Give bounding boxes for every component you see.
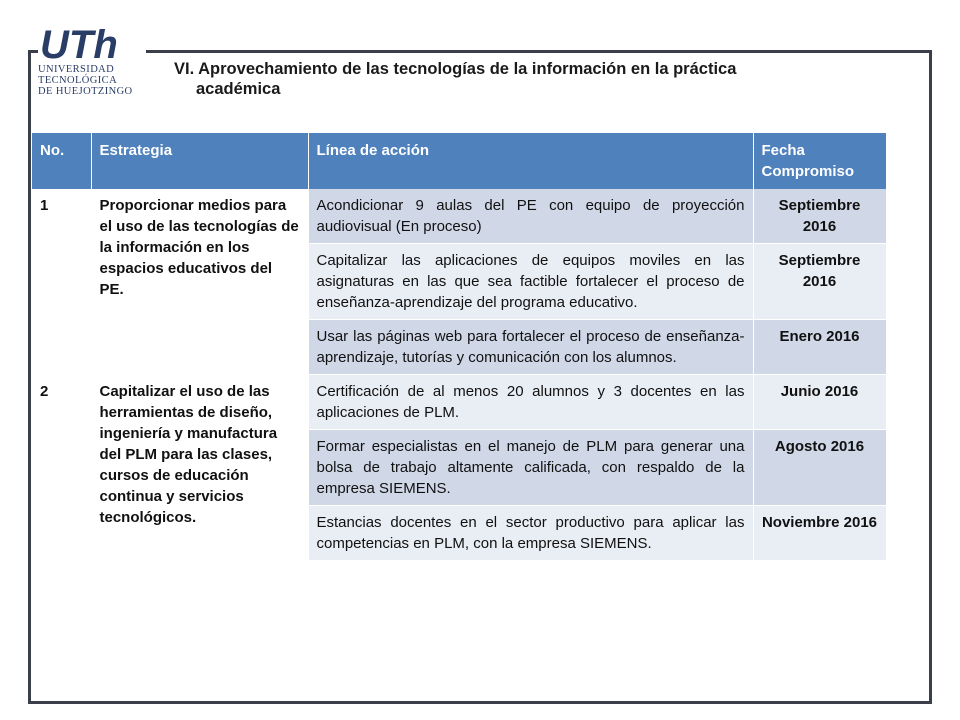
title-line-1: VI. Aprovechamiento de las tecnologías de la información en la práctica [174,60,737,78]
university-logo [38,22,146,104]
header-action: Línea de acción [308,133,753,189]
date-cell: Septiembre 2016 [753,244,886,320]
header-no: No. [32,133,91,189]
date-cell: Junio 2016 [753,375,886,430]
row-number: 1 [32,189,91,375]
action-cell: Formar especialistas en el manejo de PLM para generar una bolsa de trabajo altamente calificada, con respaldo de la empresa SIEMENS. [308,430,753,506]
logo-line-2: TECNOLÓGICA [38,75,118,86]
table-header-row [32,133,886,189]
table-row [32,375,886,430]
uth-logo-mark [38,22,138,64]
date-cell: Agosto 2016 [753,430,886,506]
logo-mark-text: UTh [40,23,118,64]
strategy-cell: Proporcionar medios para el uso de las tecnologías de la información en los espacios educativos del PE. [91,189,308,375]
date-cell: Septiembre 2016 [753,189,886,244]
header-strategy: Estrategia [91,133,308,189]
action-cell: Estancias docentes en el sector productivo para aplicar las competencias en PLM, con la empresa SIEMENS. [308,506,753,561]
action-cell: Certificación de al menos 20 alumnos y 3 docentes en las aplicaciones de PLM. [308,375,753,430]
date-cell: Noviembre 2016 [753,506,886,561]
logo-line-3: DE HUEJOTZINGO [38,86,133,97]
action-cell: Acondicionar 9 aulas del PE con equipo de proyección audiovisual (En proceso) [308,189,753,244]
title-line-2: académica [196,80,281,98]
action-cell: Capitalizar las aplicaciones de equipos moviles en las asignaturas en las que sea factible fortalecer el proceso de enseñanza-aprendizaje del programa educativo. [308,244,753,320]
strategy-cell: Capitalizar el uso de las herramientas de diseño, ingeniería y manufactura del PLM para las clases, cursos de educación continua y servicios tecnológicos. [91,375,308,561]
page-title [174,59,894,99]
logo-line-1: UNIVERSIDAD [38,64,115,75]
date-cell: Enero 2016 [753,320,886,375]
header-date: Fecha Compromiso [753,133,886,189]
table-row [32,189,886,244]
action-cell: Usar las páginas web para fortalecer el proceso de enseñanza-aprendizaje, tutorías y comunicación con los alumnos. [308,320,753,375]
row-number: 2 [32,375,91,561]
action-plan-table [32,133,887,561]
